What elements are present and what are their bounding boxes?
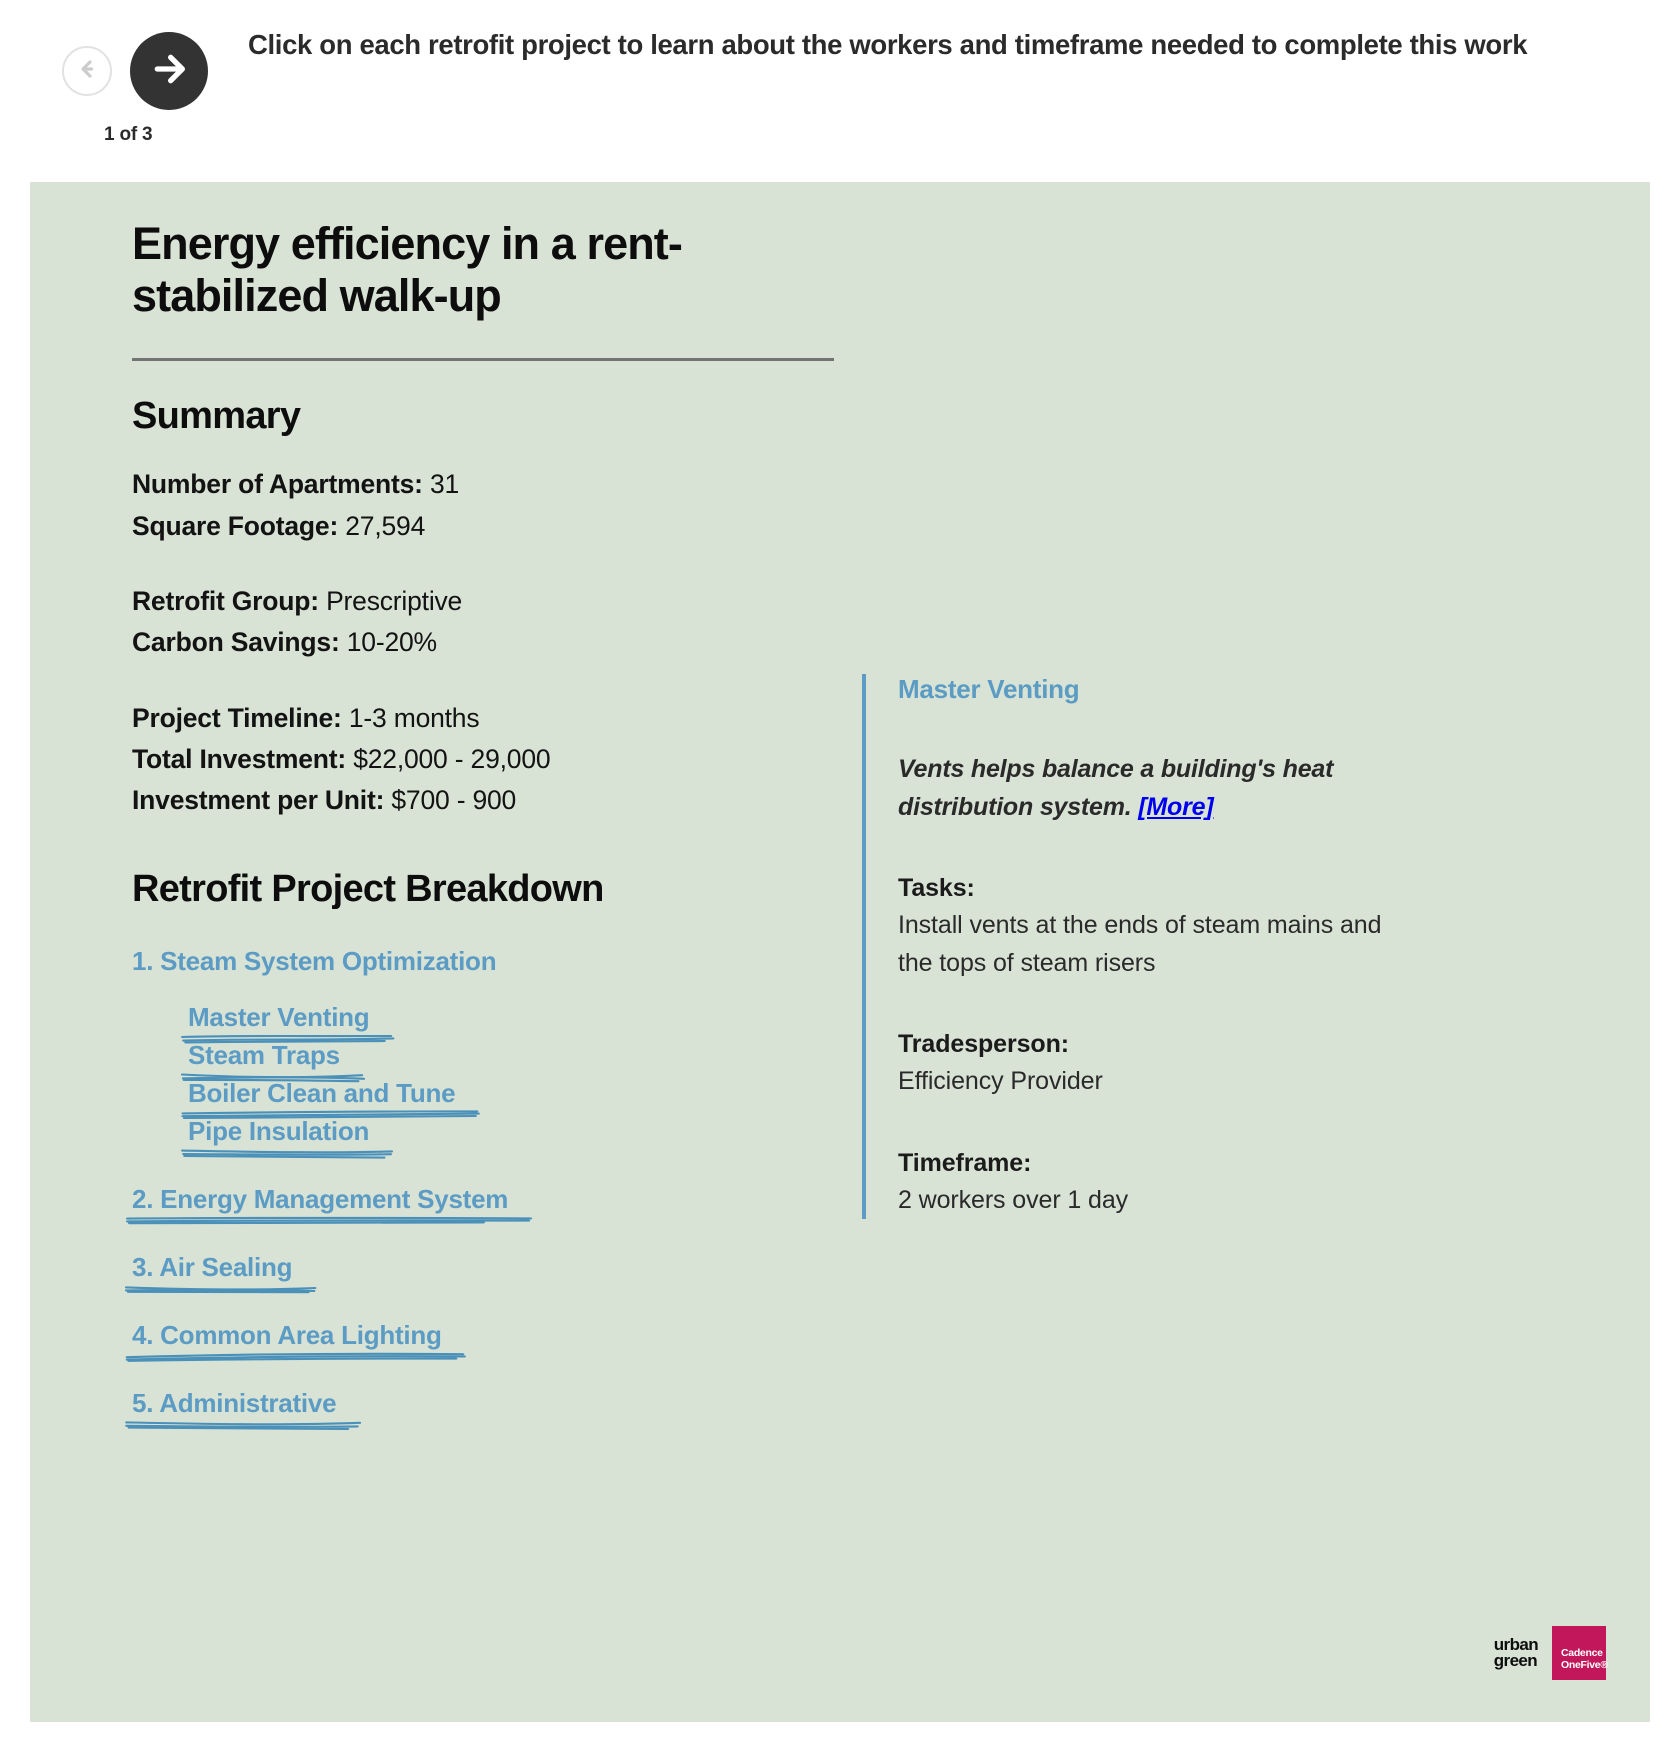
project-link-energy-management-system[interactable]: 2. Energy Management System <box>132 1185 508 1213</box>
underline-scribble-icon <box>180 1146 395 1162</box>
summary-label: Project Timeline: <box>132 702 342 733</box>
project-row <box>188 1079 832 1107</box>
summary-heading: Summary <box>132 395 301 438</box>
arrow-right-icon <box>149 49 189 94</box>
summary-label: Square Footage: <box>132 510 339 541</box>
project-link-pipe-insulation[interactable]: Pipe Insulation <box>188 1117 369 1145</box>
project-row <box>188 1003 832 1031</box>
breakdown-heading: Retrofit Project Breakdown <box>132 867 604 910</box>
summary-row <box>132 506 1612 547</box>
summary-label: Carbon Savings: <box>132 627 340 658</box>
summary-group-retrofit <box>132 581 1612 664</box>
project-detail-panel <box>862 674 1382 1219</box>
project-row <box>132 1253 832 1281</box>
more-link[interactable]: [More] <box>1138 792 1214 821</box>
project-link-boiler-clean-and-tune[interactable]: Boiler Clean and Tune <box>188 1079 455 1107</box>
summary-label: Total Investment: <box>132 744 347 775</box>
underline-scribble-icon <box>124 1282 318 1298</box>
tasks-label: Tasks: <box>898 874 975 902</box>
urban-green-logo-line2: green <box>1493 1651 1538 1670</box>
main-card <box>30 182 1650 1722</box>
summary-value: $22,000 - 29,000 <box>353 744 551 775</box>
title-divider <box>132 358 834 361</box>
tradesperson-label: Tradesperson: <box>898 1030 1069 1058</box>
tradesperson-value: Efficiency Provider <box>898 1067 1103 1095</box>
summary-value: 10-20% <box>346 627 437 658</box>
underline-scribble-icon <box>124 1214 534 1230</box>
slide-counter: 1 of 3 <box>104 124 153 145</box>
summary-label: Number of Apartments: <box>132 469 423 500</box>
top-navigation-bar <box>0 0 1680 180</box>
next-slide-button[interactable] <box>130 32 208 110</box>
project-row <box>132 1389 832 1417</box>
summary-group-building <box>132 464 1612 547</box>
project-link-steam-traps[interactable]: Steam Traps <box>188 1041 340 1069</box>
summary-row <box>132 581 1612 622</box>
project-row <box>188 1041 832 1069</box>
timeframe-label: Timeframe: <box>898 1148 1032 1177</box>
summary-value: 1-3 months <box>348 702 480 733</box>
tasks-value: Install vents at the ends of steam mains and the tops of steam risers <box>898 911 1382 977</box>
detail-description <box>898 751 1382 826</box>
project-row <box>132 1185 832 1213</box>
summary-row <box>132 464 1612 505</box>
summary-value: Prescriptive <box>326 586 463 617</box>
detail-block-tasks <box>898 874 1382 982</box>
summary-label: Retrofit Group: <box>132 586 319 617</box>
summary-row <box>132 622 1612 663</box>
underline-scribble-icon <box>124 1418 362 1434</box>
project-link-steam-system-optimization[interactable]: 1. Steam System Optimization <box>132 945 497 976</box>
project-row <box>188 1117 832 1145</box>
cadence-logo-line1: Cadence <box>1561 1646 1603 1659</box>
underline-scribble-icon <box>124 1350 468 1366</box>
urban-green-logo-line1: urban <box>1493 1635 1538 1655</box>
urban-green-logo <box>1494 1637 1538 1668</box>
timeframe-value: 2 workers over 1 day <box>898 1185 1129 1214</box>
instruction-headline: Click on each retrofit project to learn about the workers and timeframe needed to complete this work <box>248 29 1528 60</box>
cadence-onefive-logo <box>1552 1626 1606 1680</box>
detail-description-text: Vents helps balance a building's heat distribution system. <box>898 755 1334 821</box>
detail-title: Master Venting <box>898 674 1080 704</box>
summary-value: $700 - 900 <box>391 785 517 816</box>
project-link-air-sealing[interactable]: 3. Air Sealing <box>132 1253 292 1281</box>
summary-value: 31 <box>429 469 460 500</box>
detail-block-tradesperson <box>898 1030 1382 1101</box>
summary-label: Investment per Unit: <box>132 785 385 816</box>
project-link-administrative[interactable]: 5. Administrative <box>132 1389 336 1417</box>
cadence-logo-line2: OneFive® <box>1561 1658 1608 1671</box>
nav-cluster <box>62 22 222 152</box>
project-link-master-venting[interactable]: Master Venting <box>188 1003 369 1031</box>
previous-slide-button[interactable] <box>62 46 112 96</box>
page-title: Energy efficiency in a rent-stabilized walk-up <box>132 218 682 322</box>
footer-logos <box>1494 1626 1606 1680</box>
project-link-common-area-lighting[interactable]: 4. Common Area Lighting <box>132 1321 442 1349</box>
project-row <box>132 947 832 975</box>
retrofit-project-list <box>132 947 832 1418</box>
arrow-left-icon <box>75 57 99 86</box>
project-row <box>132 1321 832 1349</box>
summary-value: 27,594 <box>345 510 426 541</box>
detail-block-timeframe <box>898 1149 1382 1220</box>
